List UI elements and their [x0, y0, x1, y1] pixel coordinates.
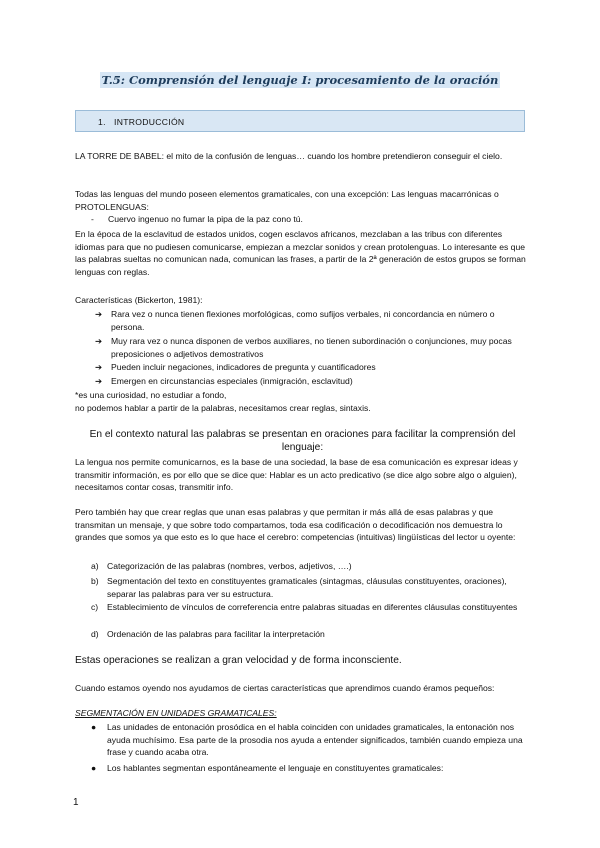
subheading-segmentacion: SEGMENTACIÓN EN UNIDADES GRAMATICALES:	[75, 708, 277, 718]
list-marker: d)	[91, 629, 99, 639]
list-marker: c)	[91, 602, 99, 612]
list-marker: a)	[91, 561, 99, 571]
arrow-icon: ➔	[95, 336, 103, 346]
operations-statement: Estas operaciones se realizan a gran velocidad y de forma inconsciente.	[75, 655, 402, 666]
list-marker: b)	[91, 576, 99, 586]
note-syntax: no podemos hablar a partir de la palabras, necesitamos crear reglas, sintaxis.	[75, 403, 371, 413]
note-curiosity: *es una curiosidad, no estudiar a fondo,	[75, 390, 227, 400]
characteristic-text: Muy rara vez o nunca disponen de verbos auxiliares, no tienen subordinación o conjunciones, muy pocas preposiciones o adjetivos demostrativos	[111, 336, 512, 359]
bullet-text: Las unidades de entonación prosódica en el habla coinciden con unidades gramaticales, la entonación nos ayuda muchísimo. Esa parte de la prosodia nos ayuda a entender significados, también cuando empieza una frase y cuando acaba otra.	[107, 722, 523, 757]
arrow-icon: ➔	[95, 362, 103, 372]
bullet-icon: ●	[91, 763, 97, 773]
bullet-text: Los hablantes segmentan espontáneamente el lenguaje en constituyentes gramaticales:	[107, 763, 444, 773]
competencia-text: Ordenación de las palabras para facilitar la interpretación	[107, 629, 325, 639]
paragraph-esclavitud: En la época de la esclavitud de estados unidos, cogen esclavos africanos, mezclaban a las tribus con diferentes idiomas para que no pudiesen comunicarse, empiezan a mezclar sonidos y crean protolenguas. Lo interesante es que las palabras sueltas no comunican nada, comunican las frases, a partir de la 2ª generación de estos grupos se forman lenguas con reglas.	[75, 229, 526, 277]
characteristics-label: Características (Bickerton, 1981):	[75, 295, 203, 305]
paragraph-oyendo: Cuando estamos oyendo nos ayudamos de ciertas características que aprendimos cuando éramos pequeños:	[75, 683, 495, 693]
competencia-text: Categorización de las palabras (nombres, verbos, adjetivos, ….)	[107, 561, 352, 571]
characteristic-text: Rara vez o nunca tienen flexiones morfológicas, como sufijos verbales, ni concordancia en número o persona.	[111, 309, 495, 332]
dash-marker: -	[91, 214, 94, 224]
section-heading	[75, 110, 525, 132]
bullet-icon: ●	[91, 722, 97, 732]
context-statement: En el contexto natural las palabras se presentan en oraciones para facilitar la comprensión del lenguaje:	[89, 429, 516, 453]
paragraph-reglas: Pero también hay que crear reglas que unan esas palabras y que permitan ir más allá de esas palabras y que transmitan un mensaje, y que sobre todo compartamos, toda esa codificación o decodificación nos demuestra lo grandes que somos ya que esto es lo que hace el cerebro: competencias (intuitivas) lingüísticas del lector u oyente:	[75, 507, 516, 542]
characteristic-text: Pueden incluir negaciones, indicadores de pregunta y cuantificadores	[111, 362, 376, 372]
dash-item-text: Cuervo ingenuo no fumar la pipa de la paz cono tú.	[108, 214, 303, 224]
section-number: 1.	[98, 117, 106, 127]
paragraph-lengua: La lengua nos permite comunicarnos, es la base de una sociedad, la base de esa comunicación es expresar ideas y transmitir información, es por ello que se dice que: Hablar es un acto predicativo (se dice algo sobre algo o alguien), necesitamos contar cosas, transmitir info.	[75, 457, 518, 492]
page-title: T.5: Comprensión del lenguaje I: procesamiento de la oración	[101, 73, 499, 87]
characteristic-text: Emergen en circunstancias especiales (inmigración, esclavitud)	[111, 376, 353, 386]
arrow-icon: ➔	[95, 309, 103, 319]
competencia-text: Establecimiento de vínculos de correferencia entre palabras situadas en diferentes cláusulas constituyentes	[107, 602, 518, 612]
arrow-icon: ➔	[95, 376, 103, 386]
dash-list-item	[91, 213, 303, 226]
section-label: INTRODUCCIÓN	[114, 117, 185, 127]
page-number: 1	[73, 797, 79, 808]
paragraph-babel: LA TORRE DE BABEL: el mito de la confusión de lenguas… cuando los hombre pretendieron conseguir el cielo.	[75, 151, 503, 161]
paragraph-lenguas: Todas las lenguas del mundo poseen elementos gramaticales, con una excepción: Las lenguas macarrónicas o PROTOLENGUAS:	[75, 189, 499, 212]
competencia-text: Segmentación del texto en constituyentes gramaticales (sintagmas, cláusulas constituyentes, oraciones), separar las palabras para ver su estructura.	[107, 576, 507, 599]
